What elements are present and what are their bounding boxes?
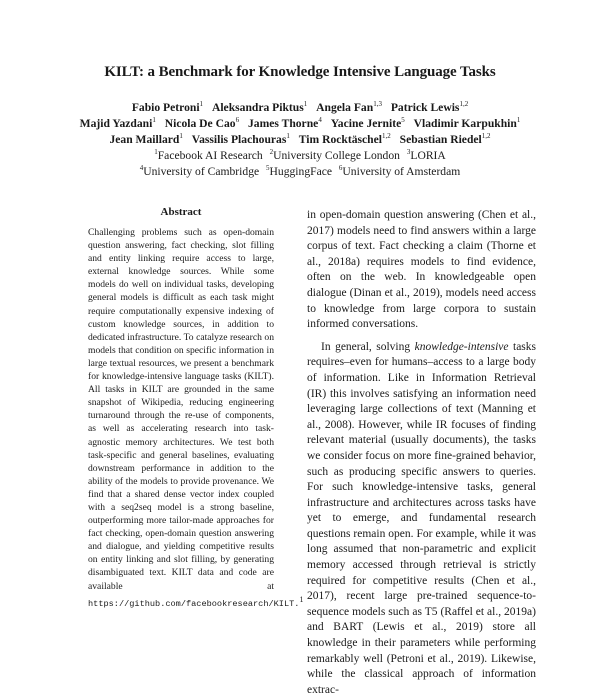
- author: [212, 101, 307, 114]
- author-affil-mark: 5: [401, 115, 405, 124]
- author: [109, 133, 182, 146]
- author-affil-mark: 1: [179, 131, 183, 140]
- footnote-mark: 1: [299, 594, 304, 604]
- affiliation: [339, 165, 460, 178]
- author-affil-mark: 1: [516, 115, 521, 124]
- intro-text: tasks requires–even for humans–access to a large body of information. Like in Information Retrieval (IR) this involves satisfying an information need leveraging large collections of text (Manning et al., 2008). However, while IR focuses of finding relevant material (usually documents), the tasks we consider focus on more fine-grained behavior, such as producing specific answers to queries. For such knowledge-intensive tasks, general infrastructure and architectures across tasks have yet to emerge, and fundamental research questions remain open. For example, while it was long assumed that non-parametric and explicit memory accessed through retrieval is strictly required for competitive results (Chen et al., 2017), recent large pre-trained sequence-to-sequence models such as T5 (Raffel et al., 2019a) and BART (Lewis et al., 2019) store all knowledge in their parameters while performing remarkably well (Petroni et al., 2019). Likewise, while the classical approach of information extrac-: [307, 340, 536, 696]
- author: [331, 117, 405, 130]
- affiliation-name: Facebook AI Research: [157, 149, 263, 162]
- affiliation: [270, 149, 400, 162]
- intro-emphasis: knowledge-intensive: [414, 340, 509, 353]
- author: [316, 101, 382, 114]
- intro-text: In general, solving: [321, 340, 411, 353]
- author-line: [0, 132, 600, 148]
- abstract-code-link[interactable]: https://github.com/facebookresearch/KILT.: [88, 598, 300, 609]
- paper-title: KILT: a Benchmark for Knowledge Intensive Language Tasks: [104, 64, 496, 80]
- affiliation-mark: 1: [154, 148, 158, 156]
- author: [192, 133, 290, 146]
- author-name: Fabio Petroni: [131, 101, 200, 114]
- intro-paragraph: [307, 340, 536, 698]
- author: [414, 117, 521, 130]
- affiliation: [266, 165, 332, 178]
- author-name: Yacine Jernite: [330, 116, 402, 130]
- author-name: Sebastian Riedel: [399, 132, 482, 146]
- intro-paragraph: in open-domain question answering (Chen et al., 2017) models need to find answers within a large corpus of text. Fact checking a claim (Thorne et al., 2018a) requires models to find evidence, often on the web. In knowledgeable open dialogue (Dinan et al., 2019), models need access to knowledge from large corpora to sustain informed conversations.: [307, 209, 536, 331]
- abstract-text: Challenging problems such as open-domain question answering, fact checking, slot filling and entity linking require access to large, external knowledge sources. While some models do well on individual tasks, developing general models is difficult as each task might require computationally expensive indexing of custom knowledge sources, in addition to dedicated infrastructure. To catalyze research on models that condition on specific information in large textual resources, we present a benchmark for knowledge-intensive language tasks (KILT). All tasks in KILT are grounded in the same snapshot of Wikipedia, reducing engineering turnaround through the re-use of components, as well as accelerating research into task-agnostic memory architectures. We test both task-specific and general baselines, evaluating downstream performance in addition to the ability of the models to provide provenance. We find that a shared dense vector index coupled with a seq2seq model is a strong baseline, outperforming more tailor-made approaches for fact checking, open-domain question answering and dialogue, and yielding competitive results on entity linking and slot filling, by generating disambiguated text. KILT data and code are available at: [88, 227, 274, 592]
- abstract-body: [88, 226, 304, 611]
- author-name: Vladimir Karpukhin: [413, 116, 517, 130]
- author-affil-mark: 1: [199, 100, 204, 108]
- author: [400, 133, 491, 146]
- affiliation-mark: 2: [269, 148, 274, 156]
- affiliation-mark: 6: [338, 163, 343, 172]
- affiliation-name: University of Amsterdam: [342, 164, 461, 178]
- author-affil-mark: 1,2: [459, 100, 469, 108]
- affiliation-name: University of Cambridge: [143, 164, 260, 178]
- affiliation: [407, 149, 446, 162]
- author-name: Jean Maillard: [109, 132, 180, 146]
- author-affil-mark: 4: [318, 115, 322, 124]
- author: [248, 117, 322, 130]
- author: [391, 101, 468, 114]
- affiliation: [140, 165, 259, 178]
- intro-column: [307, 208, 536, 698]
- author-line: [0, 100, 600, 116]
- affiliation-name: LORIA: [410, 149, 446, 162]
- author-name: Nicola De Cao: [164, 116, 236, 130]
- author-affil-mark: 6: [235, 115, 240, 124]
- author-name: Aleksandra Piktus: [211, 101, 304, 114]
- affiliation-mark: 5: [266, 163, 270, 172]
- affiliation-list: [0, 148, 600, 179]
- author: [299, 133, 391, 146]
- abstract-heading: Abstract: [160, 206, 202, 218]
- affiliation-mark: 4: [139, 163, 144, 172]
- affiliation-mark: 3: [406, 148, 411, 156]
- affiliation-name: HuggingFace: [269, 164, 333, 178]
- author-affil-mark: 1,3: [373, 100, 382, 108]
- affiliation-name: University College London: [273, 149, 400, 162]
- author-affil-mark: 1,2: [481, 131, 491, 140]
- affiliation: [154, 149, 262, 162]
- author-affil-mark: 1: [303, 100, 308, 108]
- author-affil-mark: 1: [286, 131, 290, 140]
- author-name: Tim Rocktäschel: [298, 132, 382, 146]
- author-line: [0, 116, 600, 132]
- author-list: [0, 100, 600, 147]
- author-name: Patrick Lewis: [390, 101, 460, 114]
- author-name: Majid Yazdani: [79, 116, 153, 130]
- author: [165, 117, 239, 130]
- author: [132, 101, 203, 114]
- author-name: Vassilis Plachouras: [191, 132, 287, 146]
- author-name: Angela Fan: [316, 101, 374, 114]
- author-name: James Thorne: [247, 116, 319, 130]
- affiliation-line: [0, 164, 600, 180]
- author: [80, 117, 156, 130]
- author-affil-mark: 1: [152, 115, 156, 124]
- author-affil-mark: 1,2: [381, 131, 391, 140]
- affiliation-line: [0, 148, 600, 164]
